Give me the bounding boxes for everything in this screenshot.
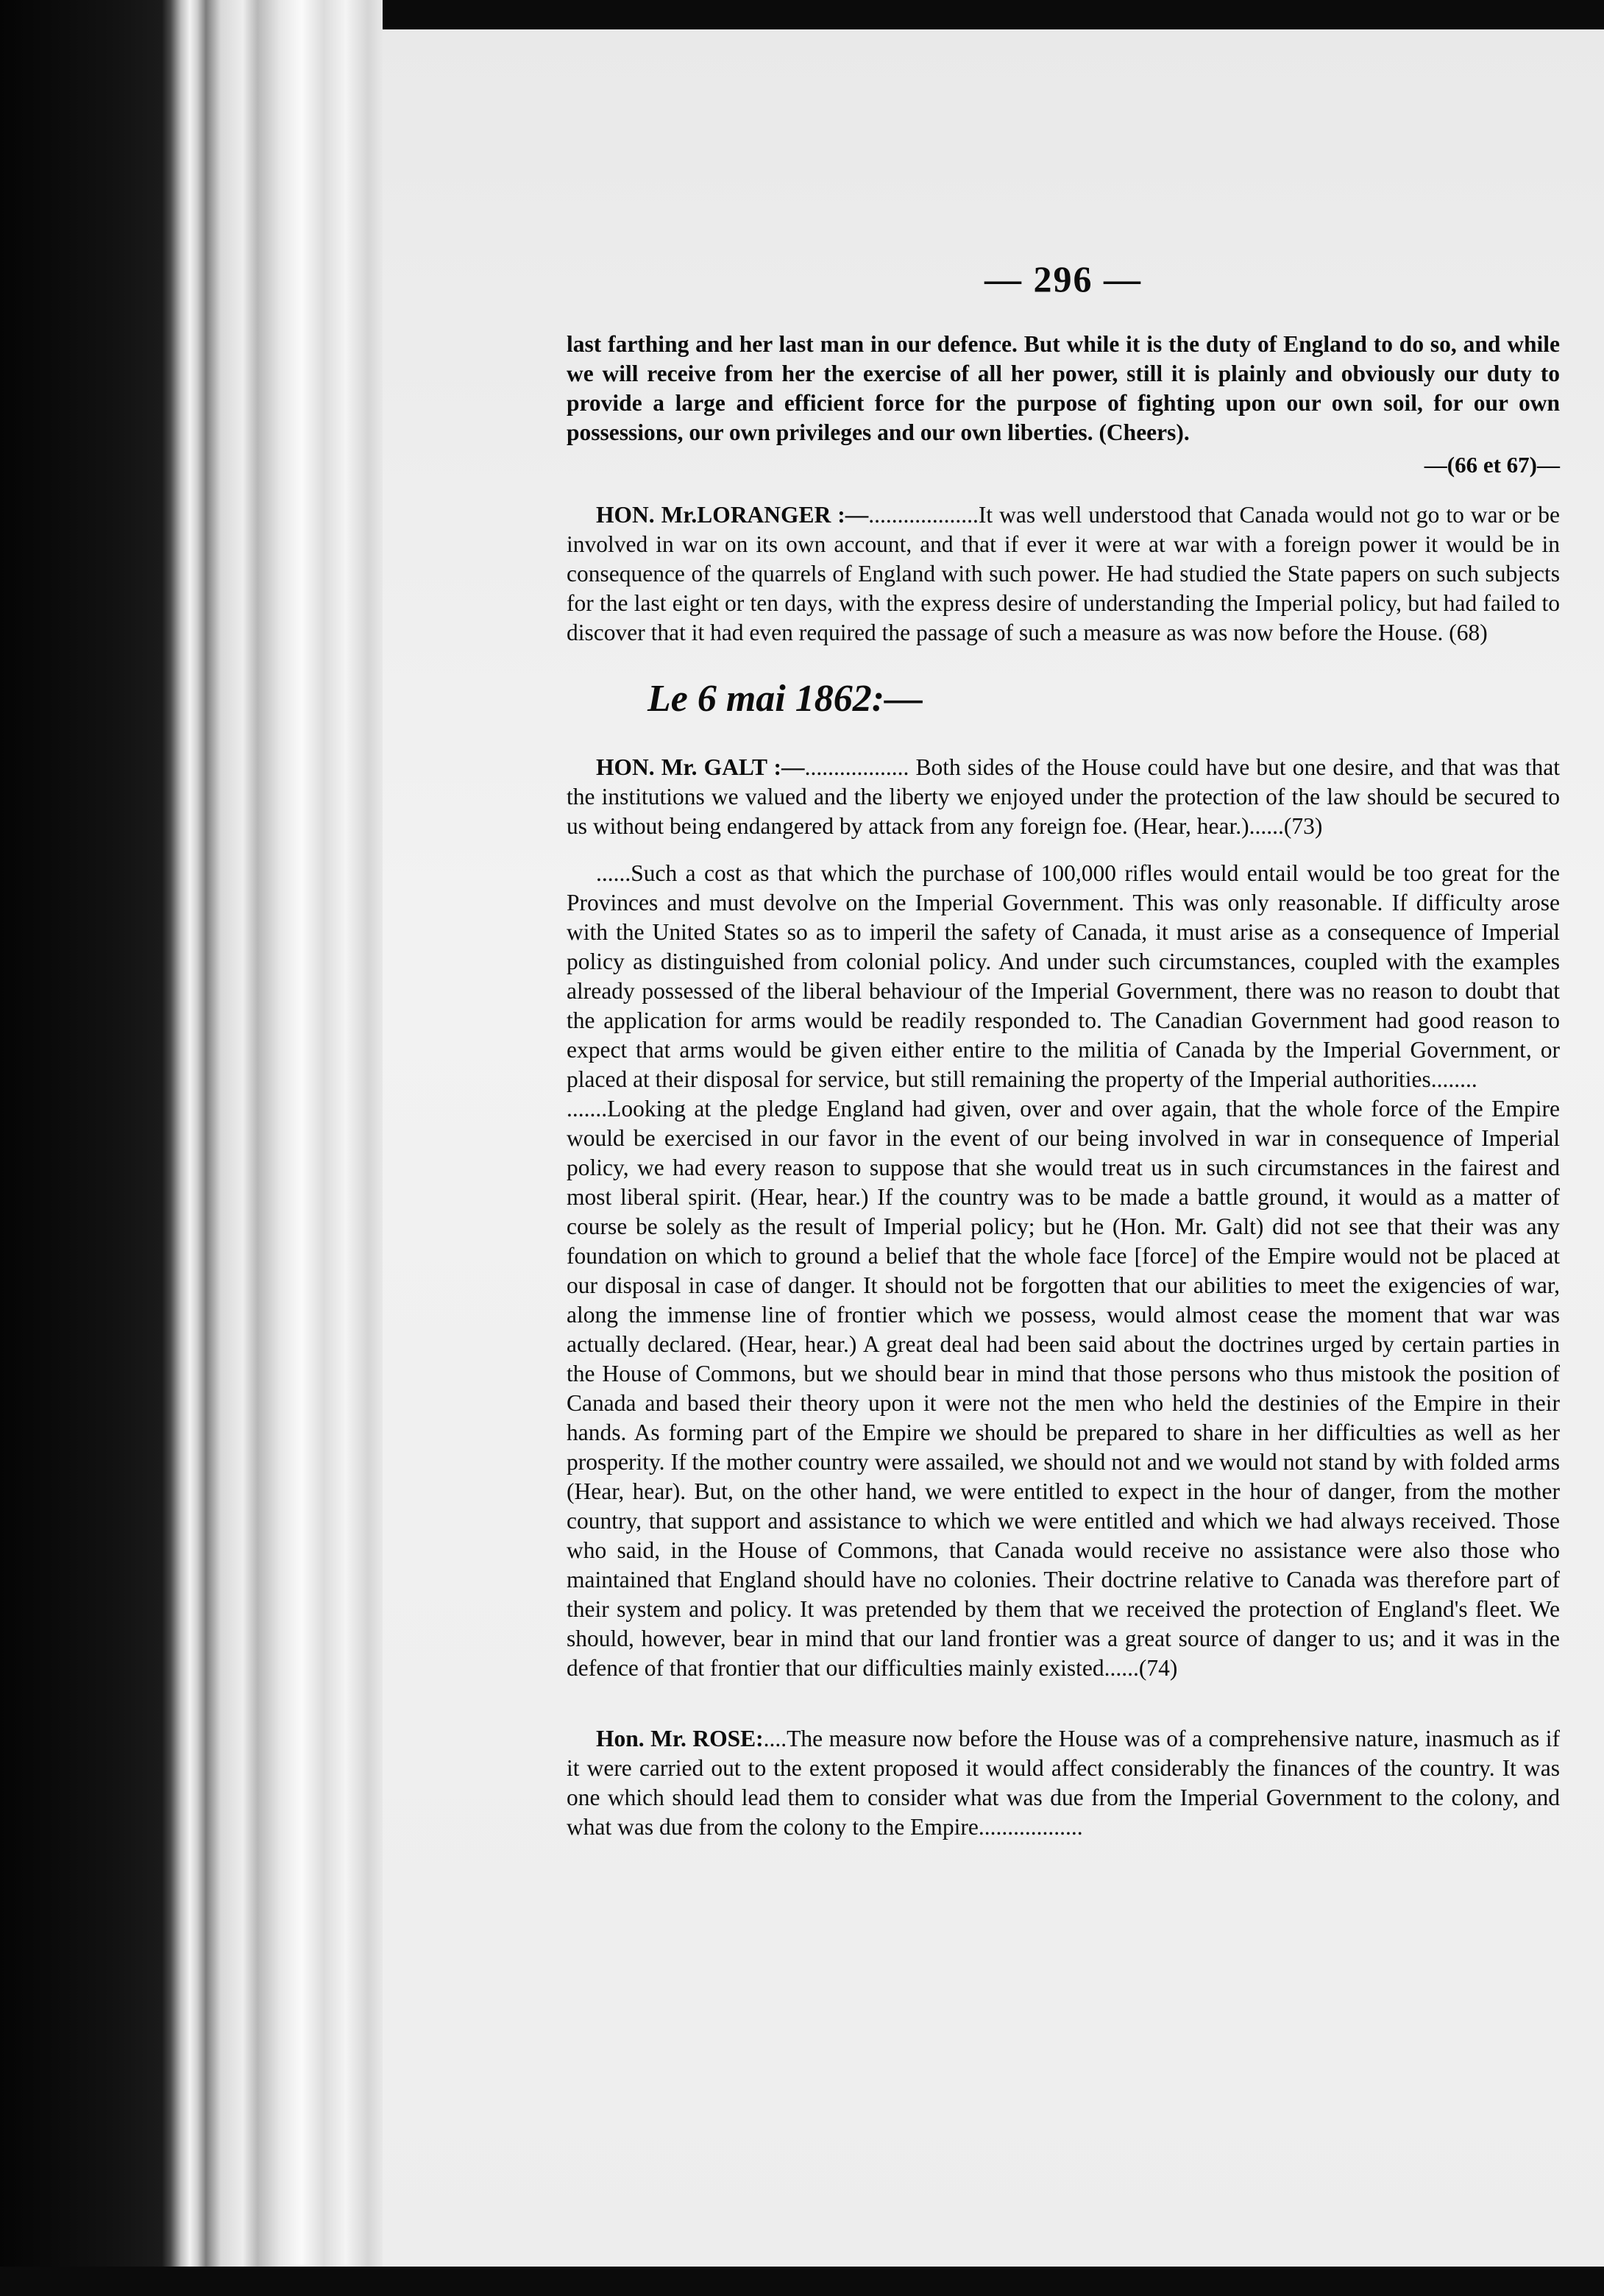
paragraph-text: .......Looking at the pledge England had given, over and over again, that the whole force of the Empire would be exercised in our favor in the event of our being involved in war in consequence of Imperial policy, we had every reason to suppose that she would treat us in such circumstances in the fairest and most liberal spirit. (Hear, hear.) If the country was to be made a battle ground, it would as a matter of course be solely as the result of Imperial policy; but he (Hon. Mr. Galt) did not see that their was any foundation on which to ground a belief that the whole face [force] of the Empire would not be placed at our disposal in case of danger. It should not be forgotten that our abilities to meet the exigencies of war, along the immense line of frontier which we possess, would almost cease the moment that war was actually declared. (Hear, hear.) A great deal had been said about the doctrines urged by certain parties in the House of Commons, but we should bear in mind that those persons who thus mistook the position of Canada and based their theory upon it were not the men who held the destinies of the Empire in their hands. As forming part of the Empire we should be prepared to share in her difficulties as well as her prosperity. If the mother country were assailed, we should not and we would not stand by with folded arms (Hear, hear). But, on the other hand, we were entitled to expect in the hour of danger, from the mother country, that support and assistance to which we were entitled and which we had always received. Those who said, in the House of Commons, that Canada would receive no assistance were also those who maintained that England should have no colonies. Their doctrine relative to Canada was therefore part of their system and policy. It was pretended by them that we received the protection of England's fleet. We should, however, bear in mind that our land frontier was a great source of danger to us; and it was in the defence of that frontier that our difficulties mainly existed......(74) — [567, 1096, 1560, 1681]
paragraph-galt-3 — [567, 1094, 1560, 1683]
speaker-name: HON. Mr. GALT :— — [596, 754, 805, 780]
paragraph-loranger — [567, 500, 1560, 648]
date-heading: Le 6 mai 1862:— — [647, 678, 923, 720]
paragraph-text: ...................It was well understood that Canada would not go to war or be involved in war on its own account, and that if ever it were at war with a foreign power it would be in consequence of the quarrels of England with such power. He had studied the State papers on such subjects for the last eight or ten days, with the express desire of understanding the Imperial policy, but had failed to discover that it had even required the passage of such a measure as was now before the House. (68) — [567, 502, 1560, 645]
paragraph-galt-2 — [567, 859, 1560, 1094]
page-content — [567, 258, 1560, 1842]
paragraph-text: last farthing and her last man in our defence. But while it is the duty of England to do so, and while we will receive from her the exercise of all her power, still it is plainly and obviously our duty to provide a large and efficient force for the purpose of fighting upon our own soil, for our own possessions, our own privileges and our own liberties. (Cheers). — [567, 331, 1560, 445]
speaker-name: Hon. Mr. ROSE: — [596, 1726, 764, 1751]
paragraph-text: .................. Both sides of the House could have but one desire, and that was that the institutions we valued and the liberty we enjoyed under the protection of the law should be secured to us without being endangered by attack from any foreign foe. (Hear, hear.)......(73) — [567, 754, 1560, 839]
speaker-name: HON. Mr.LORANGER :— — [596, 502, 869, 528]
paragraph-text: ......Such a cost as that which the purchase of 100,000 rifles would entail would be too great for the Provinces and must devolve on the Imperial Government. This was only reasonable. If difficulty arose with the United States so as to imperil the safety of Canada, it must arise as a consequence of Imperial policy as distinguished from colonial policy. And under such circumstances, coupled with the examples already possessed of the liberal behaviour of the Imperial Government, there was no reason to doubt that the application for arms would be readily responded to. The Canadian Government had good reason to expect that arms would be given either entire to the militia of Canada by the Imperial Government, or placed at their disposal for service, but still remaining the property of the Imperial authorities........ — [567, 860, 1560, 1092]
microfilm-binding-strip — [0, 0, 383, 2296]
microfilm-bottom-edge — [0, 2267, 1604, 2296]
paragraph-continuation — [567, 330, 1560, 447]
reference-marker: —(66 et 67)— — [1424, 452, 1560, 478]
page-number: — 296 — — [984, 258, 1142, 300]
paragraph-rose — [567, 1724, 1560, 1842]
paragraph-galt-1 — [567, 753, 1560, 841]
paragraph-text: ....The measure now before the House was of a comprehensive nature, inasmuch as if it were carried out to the extent proposed it would affect considerably the finances of the country. It was one which should lead them to consider what was due from the Imperial Government to the colony, and what was due from the colony to the Empire.................. — [567, 1726, 1560, 1840]
